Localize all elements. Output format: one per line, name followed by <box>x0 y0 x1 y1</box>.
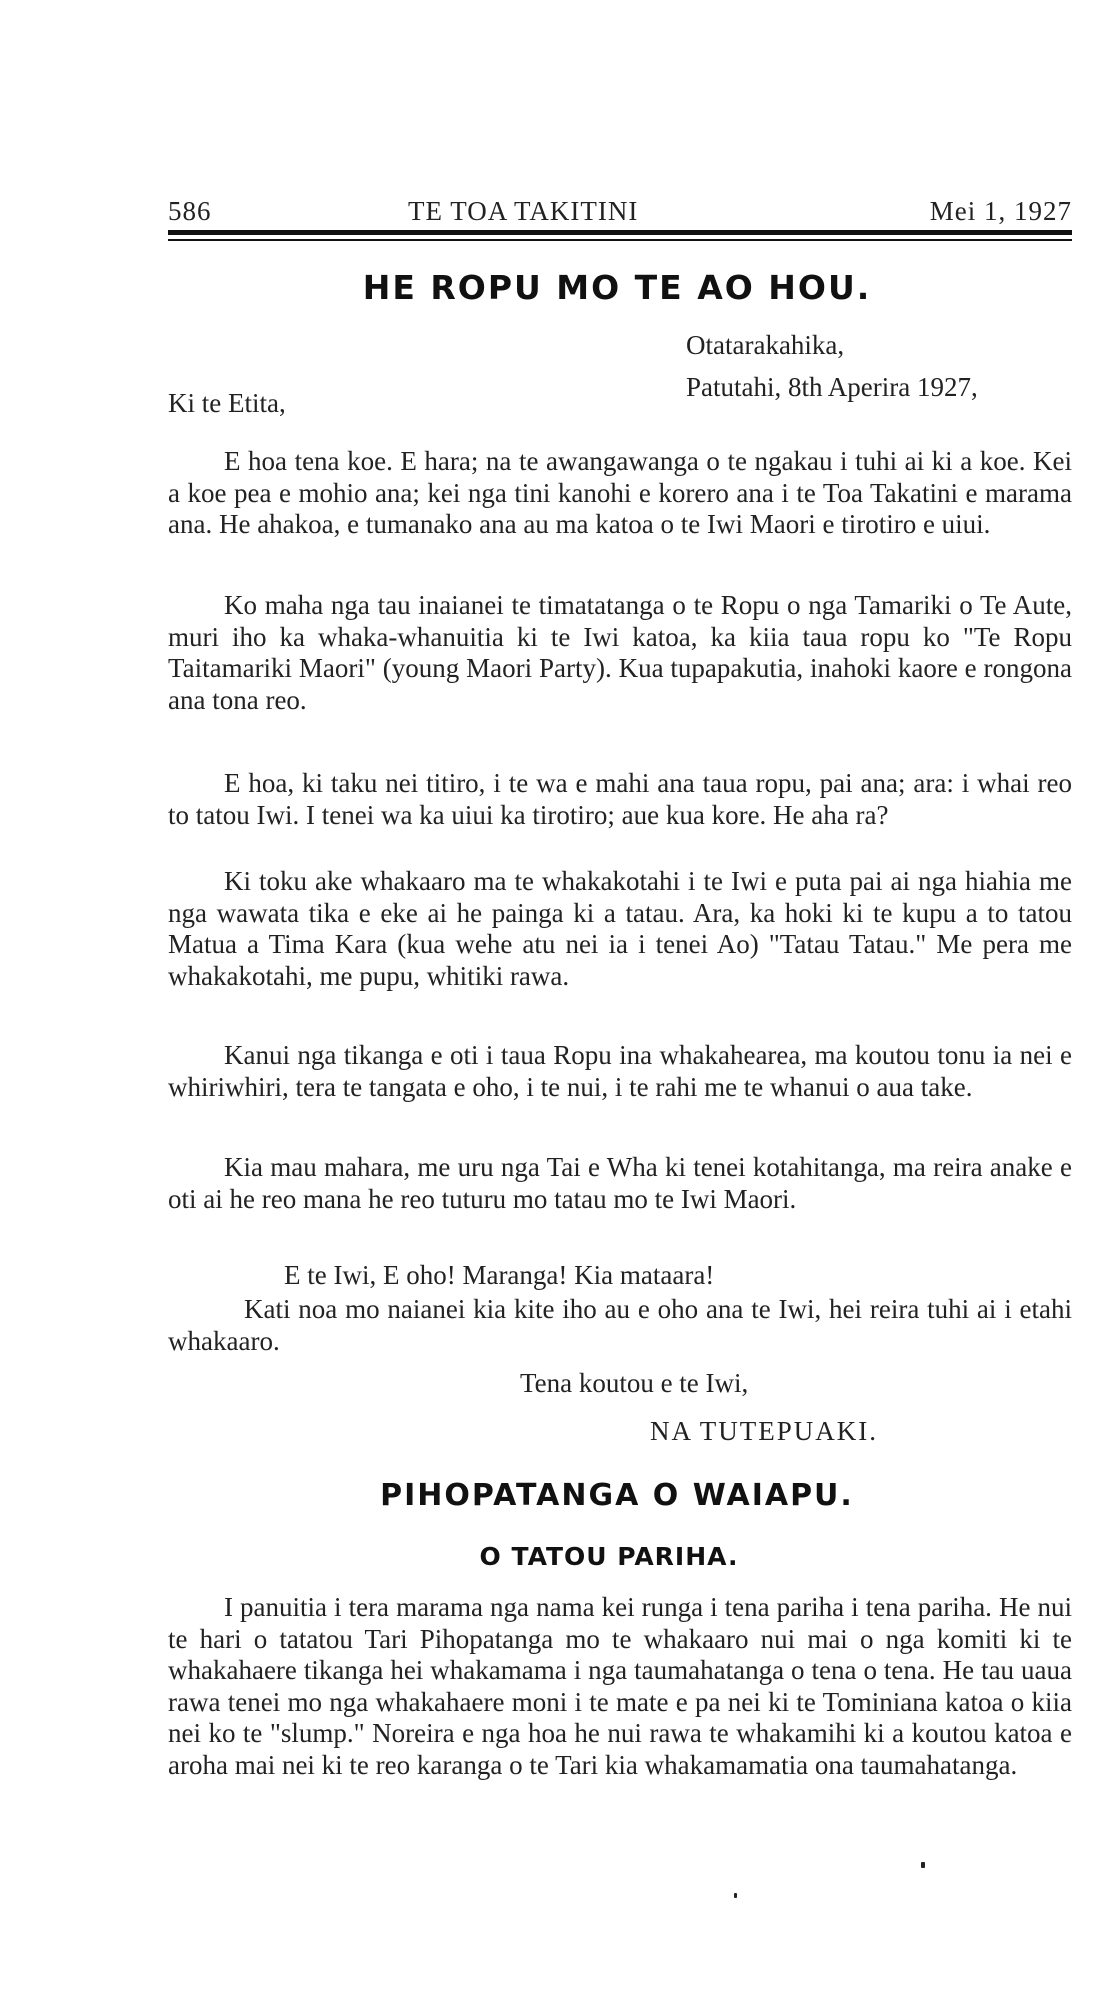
article-title: HE ROPU MO TE AO HOU. <box>362 268 872 307</box>
closing-line: Tena koutou e te Iwi, <box>520 1368 749 1398</box>
header-rule-thin <box>168 239 1072 241</box>
running-header <box>168 196 1072 230</box>
section-subtitle: O TATOU PARIHA. <box>479 1542 739 1571</box>
section-paragraph: I panuitia i tera marama nga nama kei runga i tena pariha i tena pariha. He nui te hari o tatatou Tari Pihopatanga mo te whakaaro nui mai o nga komiti ki te whakahaere tikanga hei whakamama i nga taumahatanga o tena o tena. He tau uaua rawa tenei mo nga whakahaere moni i te mate e pa nei ki te Tominiana katoa o kiia nei ko te "slump." Noreira e nga hoa he nui rawa te whakamihi ki a koutou katoa e aroha mai nei ki te reo karanga o te Tari kia whakamamatia ona taumahatanga. <box>168 1592 1072 1780</box>
print-speck <box>921 1862 925 1868</box>
salutation: Ki te Etita, <box>168 388 286 418</box>
address-line-2: Patutahi, 8th Aperira 1927, <box>686 372 978 402</box>
issue-date: Mei 1, 1927 <box>929 196 1072 226</box>
header-rule-thick <box>168 230 1072 235</box>
address-line-1: Otatarakahika, <box>686 330 845 360</box>
exclamation-line: E te Iwi, E oho! Maranga! Kia mataara! <box>284 1260 715 1290</box>
letter-paragraph: E hoa tena koe. E hara; na te awangawanga o te ngakau i tuhi ai ki a koe. Kei a koe pea e mohio ana; kei nga tini kanohi e korero ana i te Toa Takatini e marama ana. He ahakoa, e tumanako ana au ma katoa o te Iwi Maori e tirotiro e uiui. <box>168 446 1072 539</box>
journal-title: TE TOA TAKITINI <box>408 196 639 226</box>
section-title: PIHOPATANGA O WAIAPU. <box>380 1478 854 1513</box>
letter-paragraph: Kia mau mahara, me uru nga Tai e Wha ki tenei kotahitanga, ma reira anake e oti ai he reo mana he reo tuturu mo tatau mo te Iwi Maori. <box>168 1152 1072 1214</box>
page-number: 586 <box>168 196 212 226</box>
print-speck <box>734 1893 737 1898</box>
final-paragraph: Kati noa mo naianei kia kite iho au e oho ana te Iwi, hei reira tuhi ai i etahi whakaaro. <box>168 1294 1072 1356</box>
letter-paragraph: Ki toku ake whakaaro ma te whakakotahi i te Iwi e puta pai ai nga hiahia me nga wawata tika e eke ai he painga ki a tatau. Ara, ka hoki ki te kupu a to tatou Matua a Tima Kara (kua wehe atu nei ia i tenei Ao) "Tatau Tatau." Me pera me whakakotahi, me pupu, whitiki rawa. <box>168 866 1072 991</box>
letter-paragraph: Kanui nga tikanga e oti i taua Ropu ina whakahearea, ma koutou tonu ia nei e whiriwhiri, tera te tangata e oho, i te nui, i te rahi me te whanui o aua take. <box>168 1040 1072 1102</box>
letter-paragraph: Ko maha nga tau inaianei te timatatanga o te Ropu o nga Tamariki o Te Aute, muri iho ka whaka-whanuitia ki te Iwi katoa, ka kiia taua ropu ko "Te Ropu Taitamariki Maori" (young Maori Party). Kua tupapakutia, inahoki kaore e rongona ana tona reo. <box>168 590 1072 715</box>
signature: NA TUTEPUAKI. <box>650 1416 878 1446</box>
letter-paragraph: E hoa, ki taku nei titiro, i te wa e mahi ana taua ropu, pai ana; ara: i whai reo to tatou Iwi. I tenei wa ka uiui ka tirotiro; aue kua kore. He aha ra? <box>168 768 1072 830</box>
